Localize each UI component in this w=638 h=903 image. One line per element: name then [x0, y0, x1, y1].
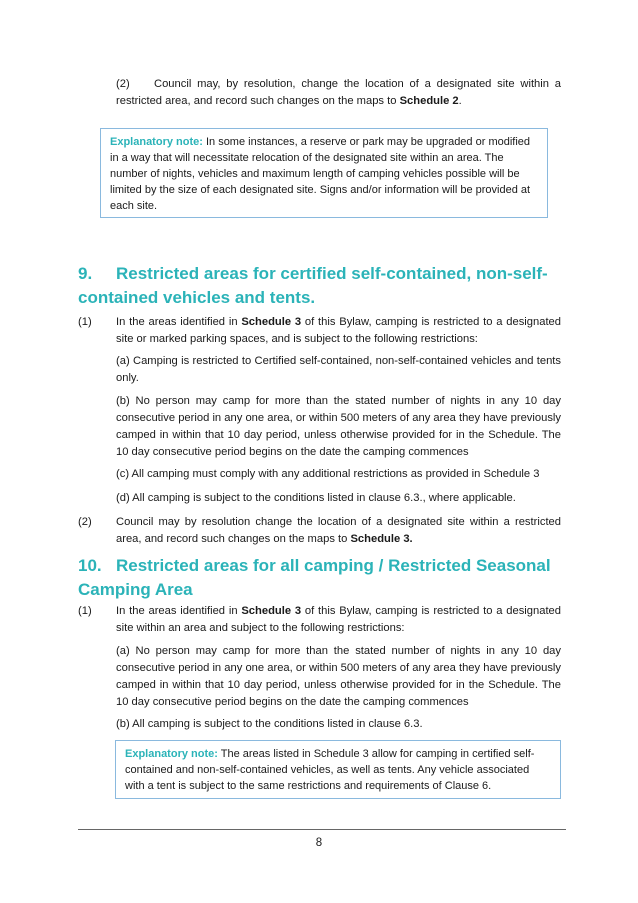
clause-number: (1) — [78, 316, 92, 328]
clause-number: (2) — [78, 516, 92, 528]
section-title-line1: Restricted areas for all camping / Restricted Seasonal — [116, 556, 551, 575]
schedule-ref: Schedule 3. — [350, 533, 413, 545]
section-10-clause-1 — [116, 603, 561, 637]
schedule-ref: Schedule 3 — [241, 605, 302, 617]
note-label: Explanatory note: — [110, 136, 203, 148]
page-number: 8 — [315, 837, 323, 849]
section-9-clause-2 — [116, 514, 561, 548]
section-9-item-c: (c) All camping must comply with any additional restrictions as provided in Schedule 3 — [116, 468, 540, 480]
section-title-line2: Camping Area — [78, 580, 193, 599]
clause-2-schedule-2 — [116, 76, 561, 110]
note-label: Explanatory note: — [125, 748, 218, 760]
clause-number: (2) — [116, 78, 130, 90]
clause-period: . — [458, 95, 462, 107]
section-9-item-d: (d) All camping is subject to the conditions listed in clause 6.3., where applicable. — [116, 492, 516, 504]
section-number: 9. — [78, 264, 93, 283]
clause-text: Council may by resolution change the location of a designated site within a restricted area, and record such changes on the maps to — [116, 516, 561, 545]
section-title-line1: Restricted areas for certified self-contained, non-self- — [116, 264, 548, 283]
explanatory-note-box — [100, 128, 548, 218]
clause-text: In the areas identified in — [116, 316, 242, 328]
section-9-clause-1 — [116, 314, 561, 348]
schedule-ref: Schedule 2 — [399, 95, 459, 107]
clause-number: (1) — [78, 605, 92, 617]
section-number: 10. — [78, 556, 102, 575]
clause-text-cont: of this Bylaw, camping is restricted to a designated site within an area and subject to the following restrictions: — [116, 605, 561, 634]
footer-divider — [78, 829, 566, 830]
section-10-item-b: (b) All camping is subject to the conditions listed in clause 6.3. — [116, 718, 423, 730]
schedule-ref: Schedule 3 — [241, 316, 302, 328]
section-10-heading — [78, 554, 568, 602]
section-9-heading — [78, 262, 568, 310]
section-10-item-a: (a) No person may camp for more than the stated number of nights in any 10 day consecutive period in any one area, or within 500 meters of any area they have previously camped in within that 10 day period, unless otherwise provided for in the Schedule. The 10 day consecutive period begins on the date the camping commences — [116, 645, 561, 708]
section-9-item-a: (a) Camping is restricted to Certified self-contained, non-self-contained vehicles and tents only. — [116, 355, 561, 384]
clause-text: Council may, by resolution, change the location of a designated site within a restricted area, and record such changes on the maps to — [116, 78, 561, 107]
section-9-item-b: (b) No person may camp for more than the stated number of nights in any 10 day consecutive period in any one area, or within 500 meters of any area they have previously camped in within that 10 day period, unless otherwise provided for in the Schedule. The 10 day consecutive period begins on the date the camping commences — [116, 395, 561, 458]
clause-text: In the areas identified in — [116, 605, 242, 617]
explanatory-note-box — [115, 740, 561, 799]
clause-text-cont: of this Bylaw, camping is restricted to a designated site or marked parking spaces, and is subject to the following restrictions: — [116, 316, 561, 345]
note-text: The areas listed in Schedule 3 allow for camping in certified self-contained and non-self-contained vehicles, as well as tents. Any vehicle associated with a tent is subject to the same restrictions and requirements of Clause 6. — [125, 748, 535, 792]
note-text: In some instances, a reserve or park may be upgraded or modified in a way that will necessitate relocation of the designated site within an area. The number of nights, vehicles and maximum length of camping vehicles possible will be limited by the size of each designated site. Signs and/or information will be provided at each site. — [110, 136, 531, 212]
section-title-line2: contained vehicles and tents. — [78, 288, 316, 307]
